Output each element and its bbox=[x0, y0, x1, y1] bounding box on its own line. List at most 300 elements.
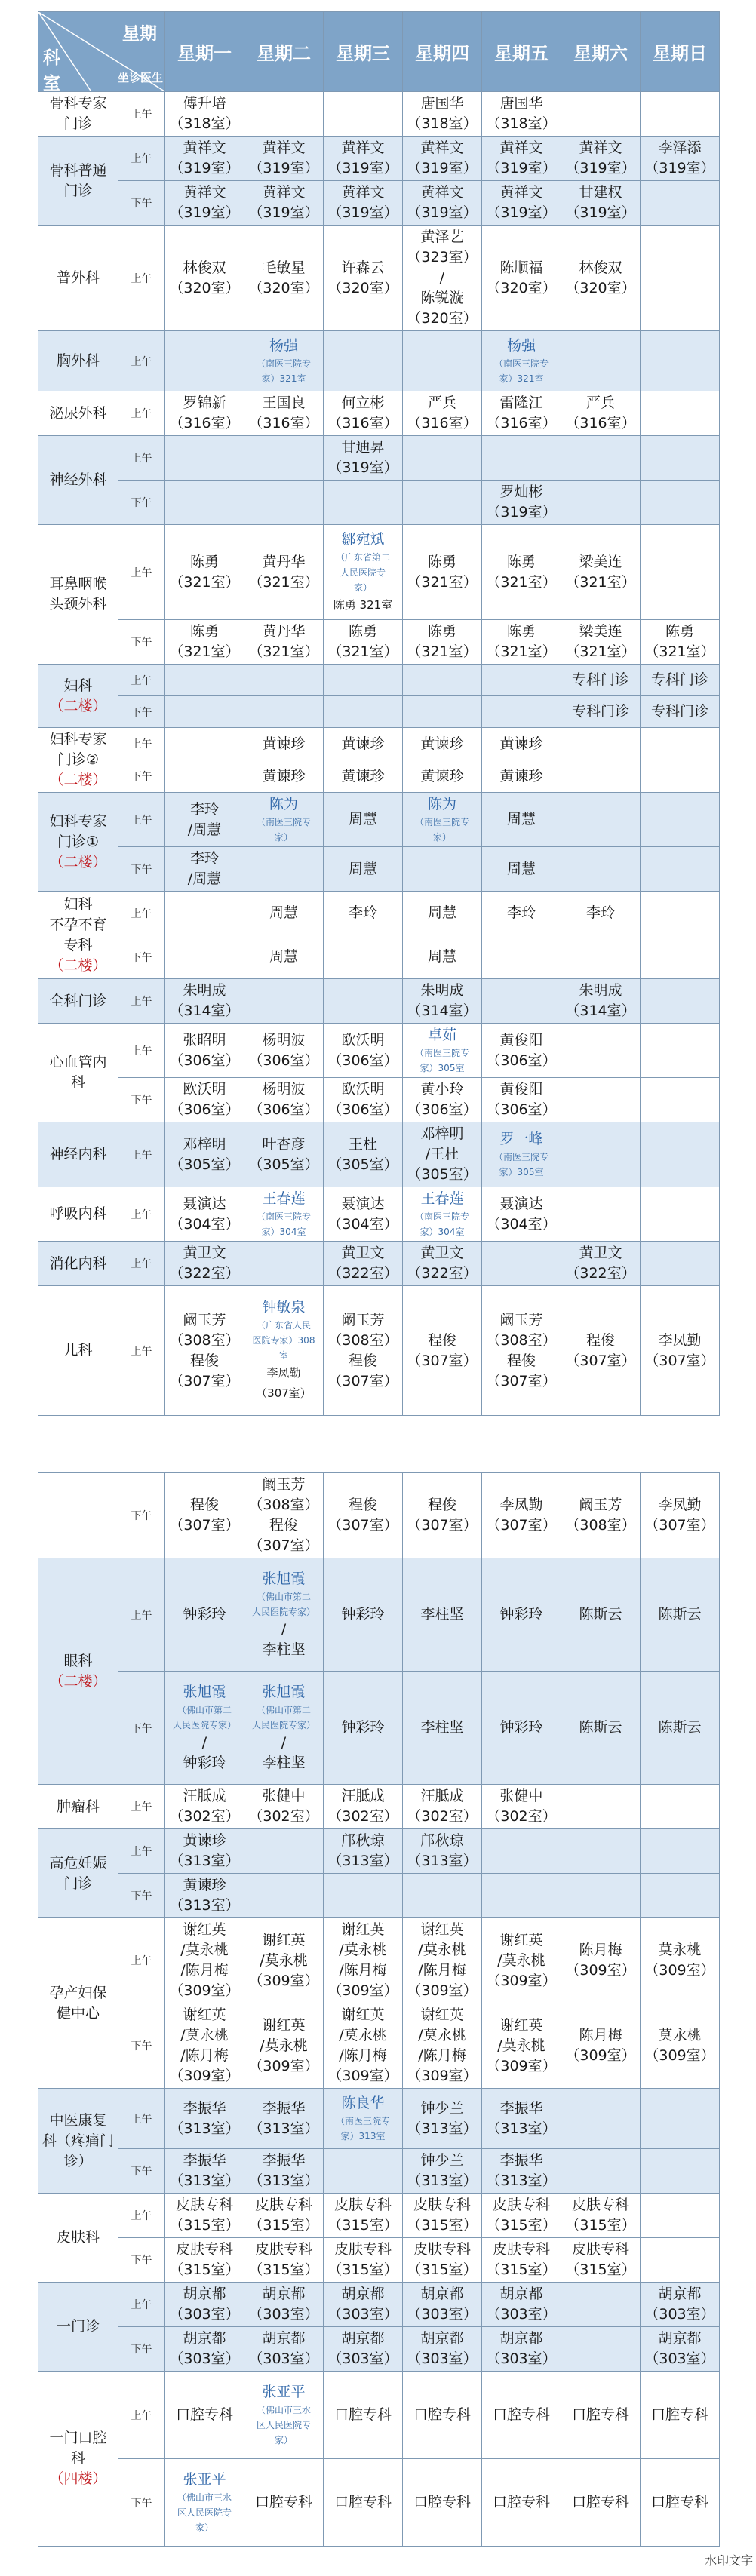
doctor-line: 口腔专科 bbox=[254, 2494, 312, 2510]
expert-affiliation: 区人民医院专 bbox=[256, 2420, 311, 2430]
doctor-cell bbox=[561, 1558, 641, 1672]
expert-affiliation: 室 bbox=[278, 1350, 288, 1361]
department-name: 高危妊娠 bbox=[49, 1854, 107, 1871]
doctor-cell bbox=[561, 2238, 641, 2283]
doctor-cell bbox=[641, 2089, 720, 2149]
doctor-cell bbox=[641, 1874, 720, 1918]
doctor-cell bbox=[165, 2003, 244, 2089]
department-cell bbox=[38, 2089, 118, 2194]
doctor-cell bbox=[403, 226, 482, 331]
room-number: （307室） bbox=[169, 1372, 240, 1389]
room-number: （319室） bbox=[248, 204, 319, 221]
doctor-line: 皮肤专科 bbox=[413, 2197, 471, 2213]
doctor-line: /莫永桃 bbox=[180, 1942, 229, 1958]
doctor-line: / bbox=[281, 1621, 287, 1638]
doctor-cell bbox=[482, 665, 561, 696]
doctor-cell bbox=[244, 436, 324, 481]
room-number: （309室） bbox=[169, 1982, 240, 1999]
doctor-line: 陈斯云 bbox=[658, 1606, 702, 1623]
doctor-cell bbox=[641, 793, 720, 847]
doctor-cell bbox=[641, 226, 720, 331]
room-number: （320室） bbox=[407, 310, 478, 327]
doctor-cell bbox=[403, 979, 482, 1024]
doctor-line: 李振华 bbox=[183, 2152, 226, 2169]
doctor-line: /周慧 bbox=[187, 870, 222, 887]
schedule-row bbox=[38, 1242, 720, 1286]
schedule-row bbox=[38, 1558, 720, 1672]
room-number: （302室） bbox=[248, 1808, 319, 1825]
room-number: （321室） bbox=[486, 643, 557, 660]
doctor-cell bbox=[324, 935, 403, 979]
doctor-cell bbox=[324, 892, 403, 935]
doctor-cell bbox=[561, 1672, 641, 1785]
doctor-cell bbox=[561, 979, 641, 1024]
doctor-line: 胡京都 bbox=[658, 2286, 702, 2302]
doctor-line: 朱明成 bbox=[183, 982, 226, 999]
doctor-cell bbox=[165, 696, 244, 728]
doctor-line: 李玲 bbox=[585, 904, 615, 921]
doctor-cell bbox=[561, 92, 641, 137]
doctor-line: 周慧 bbox=[506, 811, 536, 827]
doctor-cell bbox=[244, 2327, 324, 2372]
doctor-cell bbox=[165, 1785, 244, 1829]
room-number: （314室） bbox=[565, 1002, 636, 1019]
room-number: （323室） bbox=[407, 249, 478, 266]
doctor-cell bbox=[244, 1558, 324, 1672]
doctor-cell bbox=[324, 2194, 403, 2238]
doctor-cell bbox=[244, 665, 324, 696]
doctor-cell bbox=[561, 1024, 641, 1078]
expert-affiliation: 区人民医院专 bbox=[177, 2507, 232, 2518]
room-number: （320室） bbox=[565, 279, 636, 296]
schedule-row bbox=[38, 793, 720, 847]
doctor-line: /陈月梅 bbox=[180, 1962, 229, 1979]
doctor-cell bbox=[482, 696, 561, 728]
room-number: （307室） bbox=[327, 1372, 398, 1389]
doctor-line: 钟彩玲 bbox=[499, 1719, 543, 1736]
session-label: 下午 bbox=[118, 2327, 165, 2372]
doctor-cell bbox=[165, 892, 244, 935]
schedule-row bbox=[38, 1078, 720, 1122]
doctor-line: 谢红英 bbox=[262, 1931, 306, 1948]
doctor-line: 胡京都 bbox=[262, 2330, 306, 2347]
doctor-cell bbox=[641, 1024, 720, 1078]
doctor-cell bbox=[324, 137, 403, 181]
doctor-cell bbox=[244, 979, 324, 1024]
visiting-expert-name: 鄒宛斌 bbox=[341, 530, 385, 548]
doctor-cell bbox=[324, 2327, 403, 2372]
doctor-cell bbox=[561, 665, 641, 696]
room-number: （319室） bbox=[565, 204, 636, 221]
doctor-cell bbox=[561, 728, 641, 760]
room-number: （322室） bbox=[169, 1265, 240, 1282]
visiting-expert-name: 王春莲 bbox=[262, 1190, 306, 1207]
department-name: 不孕不育 bbox=[49, 916, 107, 933]
doctor-cell bbox=[641, 1187, 720, 1242]
doctor-line: 李柱坚 bbox=[420, 1606, 464, 1623]
doctor-line: 李柱坚 bbox=[262, 1755, 306, 1771]
room-number: （319室） bbox=[644, 160, 715, 177]
doctor-cell bbox=[324, 436, 403, 481]
doctor-cell bbox=[403, 793, 482, 847]
expert-affiliation: （南医三院专 bbox=[256, 1211, 311, 1222]
doctor-line: 钟彩玲 bbox=[183, 1606, 226, 1623]
doctor-cell bbox=[165, 1473, 244, 1558]
doctor-line: 黄祥文 bbox=[499, 184, 543, 201]
doctor-line: /陈月梅 bbox=[418, 1962, 466, 1979]
room-number: （302室） bbox=[407, 1808, 478, 1825]
doctor-line: 唐国华 bbox=[420, 95, 464, 112]
schedule-row bbox=[38, 436, 720, 481]
doctor-cell bbox=[165, 1672, 244, 1785]
doctor-cell bbox=[324, 331, 403, 391]
department-name: 科 bbox=[70, 1074, 85, 1091]
room-number: （306室） bbox=[407, 1101, 478, 1118]
doctor-cell bbox=[244, 525, 324, 620]
schedule-row bbox=[38, 331, 720, 391]
department-name: 科（疼痛门 bbox=[41, 2132, 114, 2149]
doctor-line: 黄祥文 bbox=[579, 140, 622, 156]
session-label: 上午 bbox=[118, 1187, 165, 1242]
session-label: 上午 bbox=[118, 1785, 165, 1829]
doctor-cell bbox=[165, 2089, 244, 2149]
floor-note: （二楼） bbox=[49, 772, 107, 788]
doctor-line: 黄祥文 bbox=[499, 140, 543, 156]
doctor-cell bbox=[244, 1078, 324, 1122]
doctor-cell bbox=[244, 892, 324, 935]
doctor-cell bbox=[403, 847, 482, 892]
doctor-cell bbox=[165, 226, 244, 331]
doctor-cell bbox=[641, 2194, 720, 2238]
doctor-cell bbox=[165, 2372, 244, 2459]
doctor-cell bbox=[324, 1122, 403, 1187]
room-number: （309室） bbox=[327, 1982, 398, 1999]
doctor-cell bbox=[244, 181, 324, 226]
doctor-line: 黄俊阳 bbox=[499, 1081, 543, 1098]
doctor-line: 谢红英 bbox=[420, 1921, 464, 1938]
session-label: 上午 bbox=[118, 892, 165, 935]
room-number: （313室） bbox=[169, 1853, 240, 1869]
department-cell bbox=[38, 1473, 118, 1558]
floor-note: （二楼） bbox=[49, 697, 107, 714]
room-number: （319室） bbox=[327, 204, 398, 221]
doctor-cell bbox=[165, 2149, 244, 2194]
doctor-line: 胡京都 bbox=[183, 2330, 226, 2347]
doctor-cell bbox=[165, 1122, 244, 1187]
room-number: （307室） bbox=[486, 1517, 557, 1534]
doctor-line: 黄谏珍 bbox=[499, 767, 543, 784]
schedule-row bbox=[38, 1024, 720, 1078]
doctor-cell bbox=[324, 1242, 403, 1286]
doctor-cell bbox=[244, 696, 324, 728]
schedule-row bbox=[38, 1918, 720, 2003]
doctor-line: 陈斯云 bbox=[658, 1719, 702, 1736]
doctor-line: 朱明成 bbox=[579, 982, 622, 999]
doctor-line: 罗锦新 bbox=[183, 395, 226, 411]
department-name: 诊） bbox=[63, 2152, 93, 2169]
doctor-line: / bbox=[439, 269, 445, 286]
room-number: （303室） bbox=[644, 2350, 715, 2367]
doctor-line: 雷隆江 bbox=[499, 395, 543, 411]
doctor-line: 甘迪昇 bbox=[341, 439, 385, 456]
doctor-cell bbox=[561, 1473, 641, 1558]
doctor-cell bbox=[324, 1187, 403, 1242]
doctor-line: 阚玉芳 bbox=[579, 1497, 622, 1513]
doctor-cell bbox=[641, 2459, 720, 2547]
session-label: 下午 bbox=[118, 1078, 165, 1122]
room-number: （316室） bbox=[407, 415, 478, 431]
doctor-cell bbox=[482, 2149, 561, 2194]
doctor-line: 何立彬 bbox=[341, 395, 385, 411]
doctor-line: 周慧 bbox=[269, 948, 298, 965]
department-name: 骨科普通 bbox=[49, 161, 107, 179]
room-number: （322室） bbox=[327, 1265, 398, 1282]
doctor-cell bbox=[403, 1242, 482, 1286]
doctor-cell bbox=[324, 1078, 403, 1122]
room-number: （321室） bbox=[565, 643, 636, 660]
doctor-cell bbox=[482, 1473, 561, 1558]
doctor-line: 黄卫文 bbox=[183, 1245, 226, 1261]
doctor-line: 皮肤专科 bbox=[333, 2241, 392, 2258]
department-name: 普外科 bbox=[56, 269, 100, 286]
department-name: 中医康复 bbox=[49, 2111, 107, 2129]
department-cell bbox=[38, 1122, 118, 1187]
room-number: （309室） bbox=[327, 2068, 398, 2084]
department-name: 消化内科 bbox=[49, 1254, 107, 1272]
doctor-cell bbox=[403, 892, 482, 935]
visiting-expert-name: 陈为 bbox=[269, 796, 298, 812]
room-number: （320室） bbox=[248, 279, 319, 296]
department-name: 骨科专家 bbox=[49, 95, 107, 112]
room-number: （309室） bbox=[407, 2068, 478, 2084]
doctor-cell bbox=[165, 436, 244, 481]
doctor-cell bbox=[641, 2003, 720, 2089]
doctor-cell bbox=[561, 2149, 641, 2194]
doctor-cell bbox=[244, 1829, 324, 1874]
room-number: （309室） bbox=[169, 2068, 240, 2084]
room-number: （316室） bbox=[169, 415, 240, 431]
room-number: （320室） bbox=[486, 279, 557, 296]
doctor-cell bbox=[561, 760, 641, 793]
doctor-line: 杨明波 bbox=[262, 1031, 306, 1049]
room-number: （315室） bbox=[486, 2217, 557, 2234]
doctor-cell bbox=[561, 696, 641, 728]
doctor-cell bbox=[641, 137, 720, 181]
doctor-line: 周慧 bbox=[506, 860, 536, 877]
schedule-row bbox=[38, 665, 720, 696]
session-label: 下午 bbox=[118, 1473, 165, 1558]
room-number: （315室） bbox=[407, 2261, 478, 2278]
expert-affiliation: 家） bbox=[195, 2522, 214, 2533]
department-name: 神经内科 bbox=[49, 1146, 107, 1162]
room-number: （319室） bbox=[486, 204, 557, 221]
room-number: （321室） bbox=[327, 643, 398, 660]
schedule-row bbox=[38, 728, 720, 760]
doctor-cell bbox=[403, 760, 482, 793]
schedule-row bbox=[38, 2089, 720, 2149]
doctor-cell bbox=[165, 665, 244, 696]
schedule-table-part1 bbox=[38, 11, 720, 1416]
doctor-line: 李凤勤 bbox=[658, 1331, 702, 1349]
room-number: （303室） bbox=[169, 2306, 240, 2323]
doctor-line: 邓梓明 bbox=[420, 1125, 464, 1142]
room-number: （321室） bbox=[169, 643, 240, 660]
doctor-line: 陈勇 bbox=[506, 623, 536, 640]
doctor-line: 皮肤专科 bbox=[254, 2241, 312, 2258]
room-number: （309室） bbox=[565, 1962, 636, 1979]
doctor-cell bbox=[641, 1473, 720, 1558]
doctor-cell bbox=[482, 2003, 561, 2089]
doctor-line: 周慧 bbox=[348, 860, 377, 877]
doctor-line: 专科门诊 bbox=[650, 671, 708, 688]
doctor-line: /莫永桃 bbox=[497, 1951, 545, 1969]
room-number: （320室） bbox=[169, 279, 240, 296]
doctor-cell bbox=[482, 1024, 561, 1078]
doctor-line: 唐国华 bbox=[499, 95, 543, 112]
doctor-cell bbox=[482, 1558, 561, 1672]
doctor-cell bbox=[403, 1874, 482, 1918]
doctor-cell bbox=[403, 696, 482, 728]
session-label: 下午 bbox=[118, 481, 165, 525]
room-number: （309室） bbox=[407, 1982, 478, 1999]
day-header-thu: 星期四 bbox=[403, 12, 482, 92]
doctor-cell bbox=[324, 1473, 403, 1558]
department-cell bbox=[38, 391, 118, 436]
doctor-line: 阚玉芳 bbox=[183, 1311, 226, 1328]
schedule-row bbox=[38, 391, 720, 436]
doctor-line: 黄泽艺 bbox=[420, 229, 464, 245]
expert-affiliation: （佛山市第二 bbox=[177, 1705, 232, 1715]
room-number: （321室） bbox=[407, 573, 478, 591]
room-number: （318室） bbox=[407, 115, 478, 132]
room-number: （303室） bbox=[327, 2350, 398, 2367]
doctor-cell bbox=[561, 436, 641, 481]
doctor-cell bbox=[403, 1473, 482, 1558]
schedule-row bbox=[38, 847, 720, 892]
schedule-row bbox=[38, 1286, 720, 1416]
doctor-line: 李玲 bbox=[348, 904, 377, 921]
doctor-line: 莫永桃 bbox=[658, 1942, 702, 1958]
doctor-cell bbox=[641, 92, 720, 137]
doctor-line: 皮肤专科 bbox=[571, 2197, 629, 2213]
doctor-line: 黄卫文 bbox=[579, 1245, 622, 1261]
doctor-cell bbox=[165, 181, 244, 226]
session-label: 上午 bbox=[118, 226, 165, 331]
doctor-cell bbox=[324, 2283, 403, 2327]
doctor-line: /莫永桃 bbox=[180, 2027, 229, 2043]
room-number: （313室） bbox=[407, 2172, 478, 2189]
session-label: 上午 bbox=[118, 436, 165, 481]
doctor-cell bbox=[403, 2372, 482, 2459]
visiting-expert-name: 张旭霞 bbox=[183, 1684, 226, 1700]
doctor-cell bbox=[244, 1242, 324, 1286]
doctor-cell bbox=[561, 1829, 641, 1874]
department-cell bbox=[38, 728, 118, 793]
room-number: （308室） bbox=[565, 1517, 636, 1534]
session-label: 上午 bbox=[118, 979, 165, 1024]
doctor-cell bbox=[403, 391, 482, 436]
doctor-line: 程俊 bbox=[348, 1352, 377, 1369]
doctor-line: 李凤勤 bbox=[658, 1497, 702, 1513]
doctor-line: 胡京都 bbox=[420, 2286, 464, 2302]
schedule-row bbox=[38, 1672, 720, 1785]
doctor-cell bbox=[482, 181, 561, 226]
department-name: 孕产妇保 bbox=[49, 1984, 107, 2001]
room-number: （321室） bbox=[644, 643, 715, 660]
room-number: （303室） bbox=[486, 2306, 557, 2323]
doctor-line: 林俊双 bbox=[183, 259, 226, 276]
doctor-cell bbox=[482, 481, 561, 525]
schedule-row bbox=[38, 892, 720, 935]
department-cell bbox=[38, 92, 118, 137]
doctor-line: 毛敏星 bbox=[262, 259, 306, 276]
doctor-cell bbox=[324, 1286, 403, 1416]
session-label: 下午 bbox=[118, 2238, 165, 2283]
doctor-cell bbox=[641, 665, 720, 696]
department-name: 一门诊 bbox=[56, 2318, 100, 2335]
session-label: 下午 bbox=[118, 847, 165, 892]
doctor-cell bbox=[165, 331, 244, 391]
doctor-line: 口腔专科 bbox=[333, 2406, 392, 2423]
doctor-cell bbox=[324, 481, 403, 525]
doctor-line: /莫永桃 bbox=[260, 2037, 308, 2054]
doctor-cell bbox=[641, 1286, 720, 1416]
doctor-line: 周慧 bbox=[269, 904, 298, 921]
doctor-cell bbox=[324, 1874, 403, 1918]
doctor-cell bbox=[482, 331, 561, 391]
doctor-cell bbox=[641, 1672, 720, 1785]
room-number: （319室） bbox=[486, 160, 557, 177]
doctor-cell bbox=[324, 1024, 403, 1078]
doctor-line: 皮肤专科 bbox=[254, 2197, 312, 2213]
doctor-line: 张健中 bbox=[262, 1788, 306, 1804]
department-name: 耳鼻咽喉 bbox=[49, 576, 107, 592]
visiting-expert-name: 钟敏泉 bbox=[262, 1299, 306, 1316]
doctor-cell bbox=[403, 2089, 482, 2149]
doctor-cell bbox=[165, 935, 244, 979]
doctor-cell bbox=[482, 1918, 561, 2003]
doctor-cell bbox=[561, 481, 641, 525]
doctor-line: 谢红英 bbox=[420, 2006, 464, 2023]
doctor-cell bbox=[561, 2372, 641, 2459]
doctor-cell bbox=[403, 525, 482, 620]
room-number: （319室） bbox=[486, 504, 557, 520]
doctor-cell bbox=[561, 1874, 641, 1918]
doctor-cell bbox=[324, 181, 403, 226]
department-cell bbox=[38, 331, 118, 391]
doctor-line: 王国良 bbox=[262, 395, 306, 411]
doctor-cell bbox=[482, 2459, 561, 2547]
visiting-expert-name: 陈为 bbox=[427, 796, 456, 812]
doctor-line: 邝秋琼 bbox=[341, 1832, 385, 1849]
department-name: 门诊 bbox=[63, 182, 93, 199]
session-label: 下午 bbox=[118, 1672, 165, 1785]
schedule-row bbox=[38, 696, 720, 728]
doctor-line: 程俊 bbox=[189, 1497, 219, 1513]
doctor-cell bbox=[244, 137, 324, 181]
doctor-cell bbox=[324, 1785, 403, 1829]
room-number: （309室） bbox=[486, 1972, 557, 1989]
doctor-cell bbox=[244, 760, 324, 793]
expert-affiliation: （南医三院专 bbox=[335, 2116, 390, 2126]
room-number: （320室） bbox=[327, 279, 398, 296]
schedule-row bbox=[38, 935, 720, 979]
doctor-cell bbox=[165, 620, 244, 665]
room-number: （314室） bbox=[169, 1002, 240, 1019]
doctor-line: 专科门诊 bbox=[571, 703, 629, 720]
doctor-line: 口腔专科 bbox=[492, 2406, 550, 2423]
visiting-expert-name: 王春莲 bbox=[420, 1190, 464, 1207]
